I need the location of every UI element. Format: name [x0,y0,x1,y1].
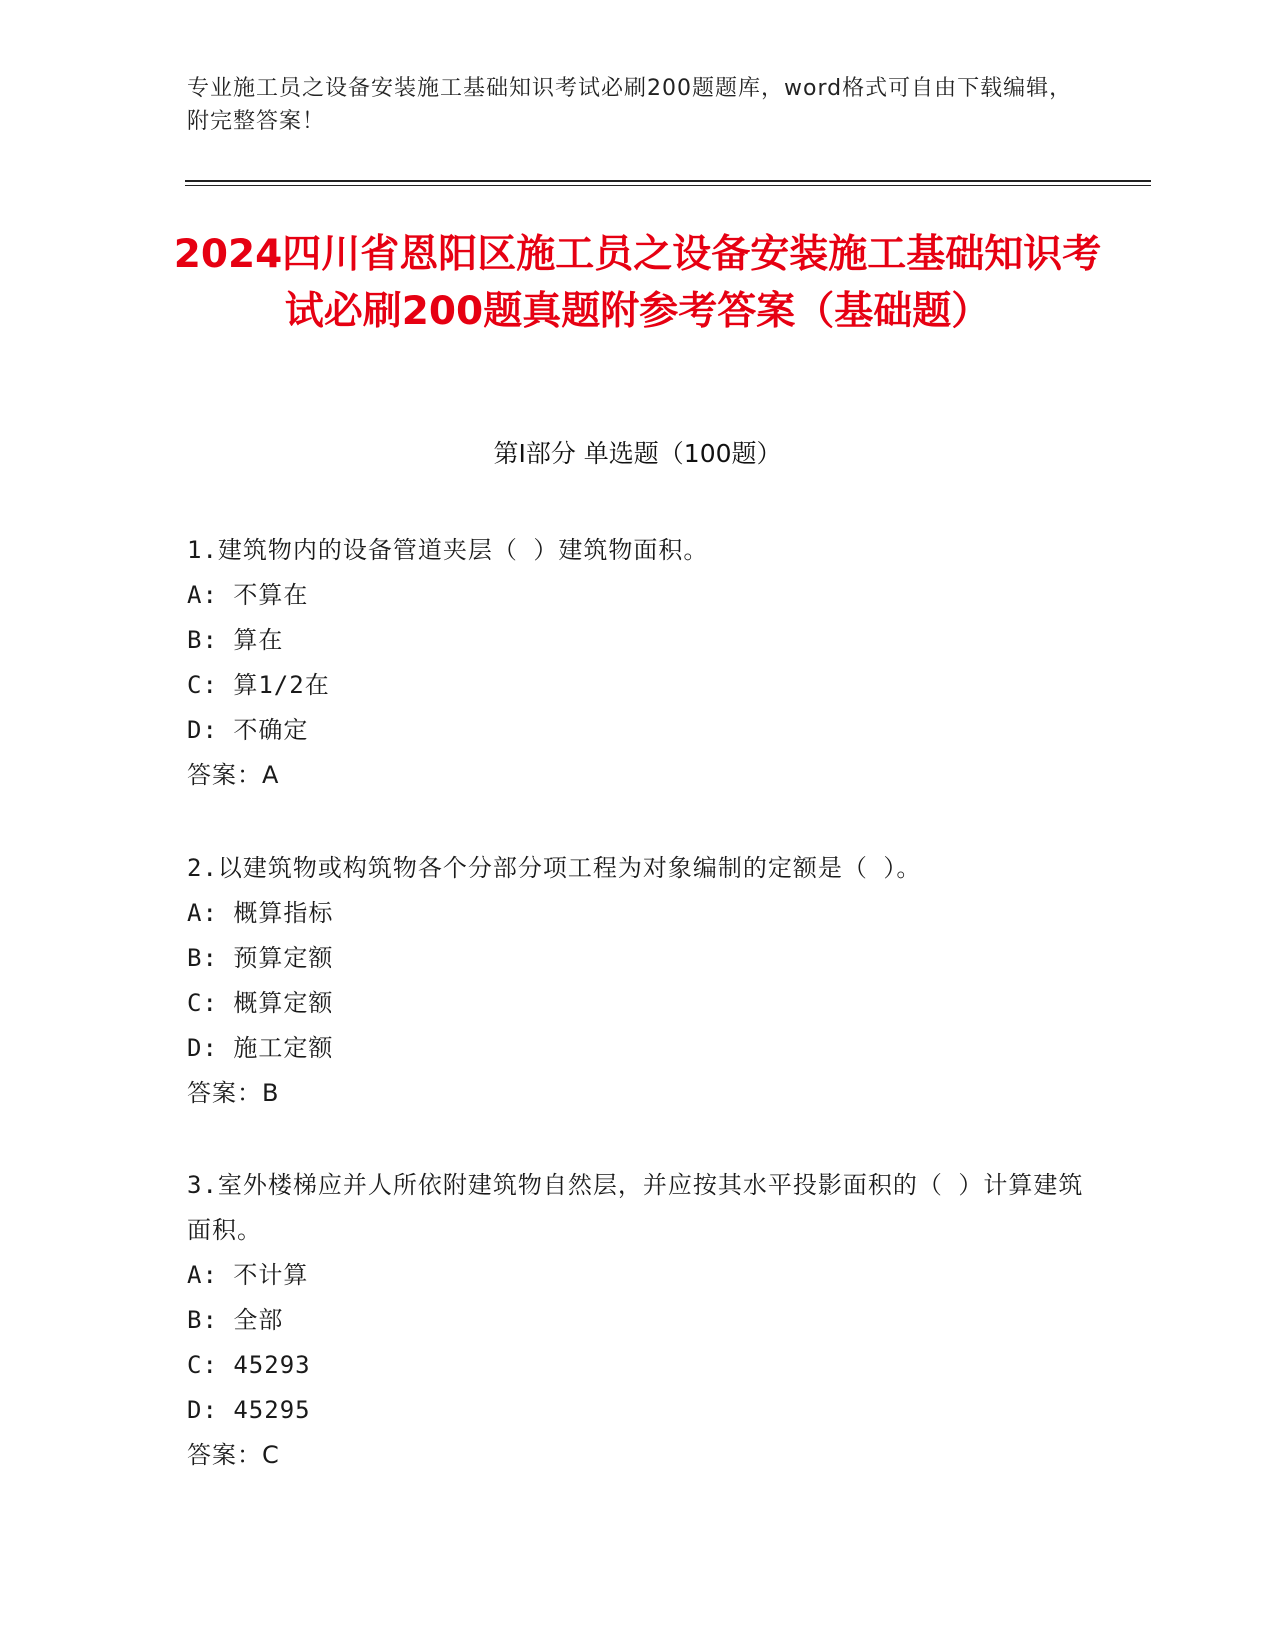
question-stem: 2.以建筑物或构筑物各个分部分项工程为对象编制的定额是（ ）。 [187,854,922,882]
header-note: 专业施工员之设备安装施工基础知识考试必刷200题题库，word格式可自由下载编辑，附完整答案！ [187,76,1073,134]
option-b: B: 预算定额 [187,944,334,972]
option-d: D: 施工定额 [187,1034,334,1062]
answer-line: 答案：B [187,1079,280,1107]
question-block [187,1163,1087,1478]
answer-line: 答案：C [187,1441,280,1469]
document-title: 2024四川省恩阳区施工员之设备安装施工基础知识考试必刷200题真题附参考答案（基础题） [173,232,1102,334]
question-stem: 3.室外楼梯应并人所依附建筑物自然层，并应按其水平投影面积的（ ）计算建筑面积。 [187,1171,1084,1244]
option-b: B: 算在 [187,626,284,654]
option-c: C: 概算定额 [187,989,334,1017]
question-block [187,528,1087,798]
option-d: D: 45295 [187,1396,311,1424]
question-block [187,846,1087,1116]
option-c: C: 算1/2在 [187,671,330,699]
header-rule-thick [185,180,1151,182]
option-d: D: 不确定 [187,716,309,744]
option-b: B: 全部 [187,1306,284,1334]
header-rule-thin [185,185,1151,186]
option-a: A: 概算指标 [187,899,334,927]
option-a: A: 不算在 [187,581,309,609]
option-a: A: 不计算 [187,1261,309,1289]
option-c: C: 45293 [187,1351,311,1379]
question-stem: 1.建筑物内的设备管道夹层（ ）建筑物面积。 [187,536,709,564]
section-heading: 第I部分 单选题（100题） [493,439,782,468]
answer-line: 答案：A [187,761,280,789]
